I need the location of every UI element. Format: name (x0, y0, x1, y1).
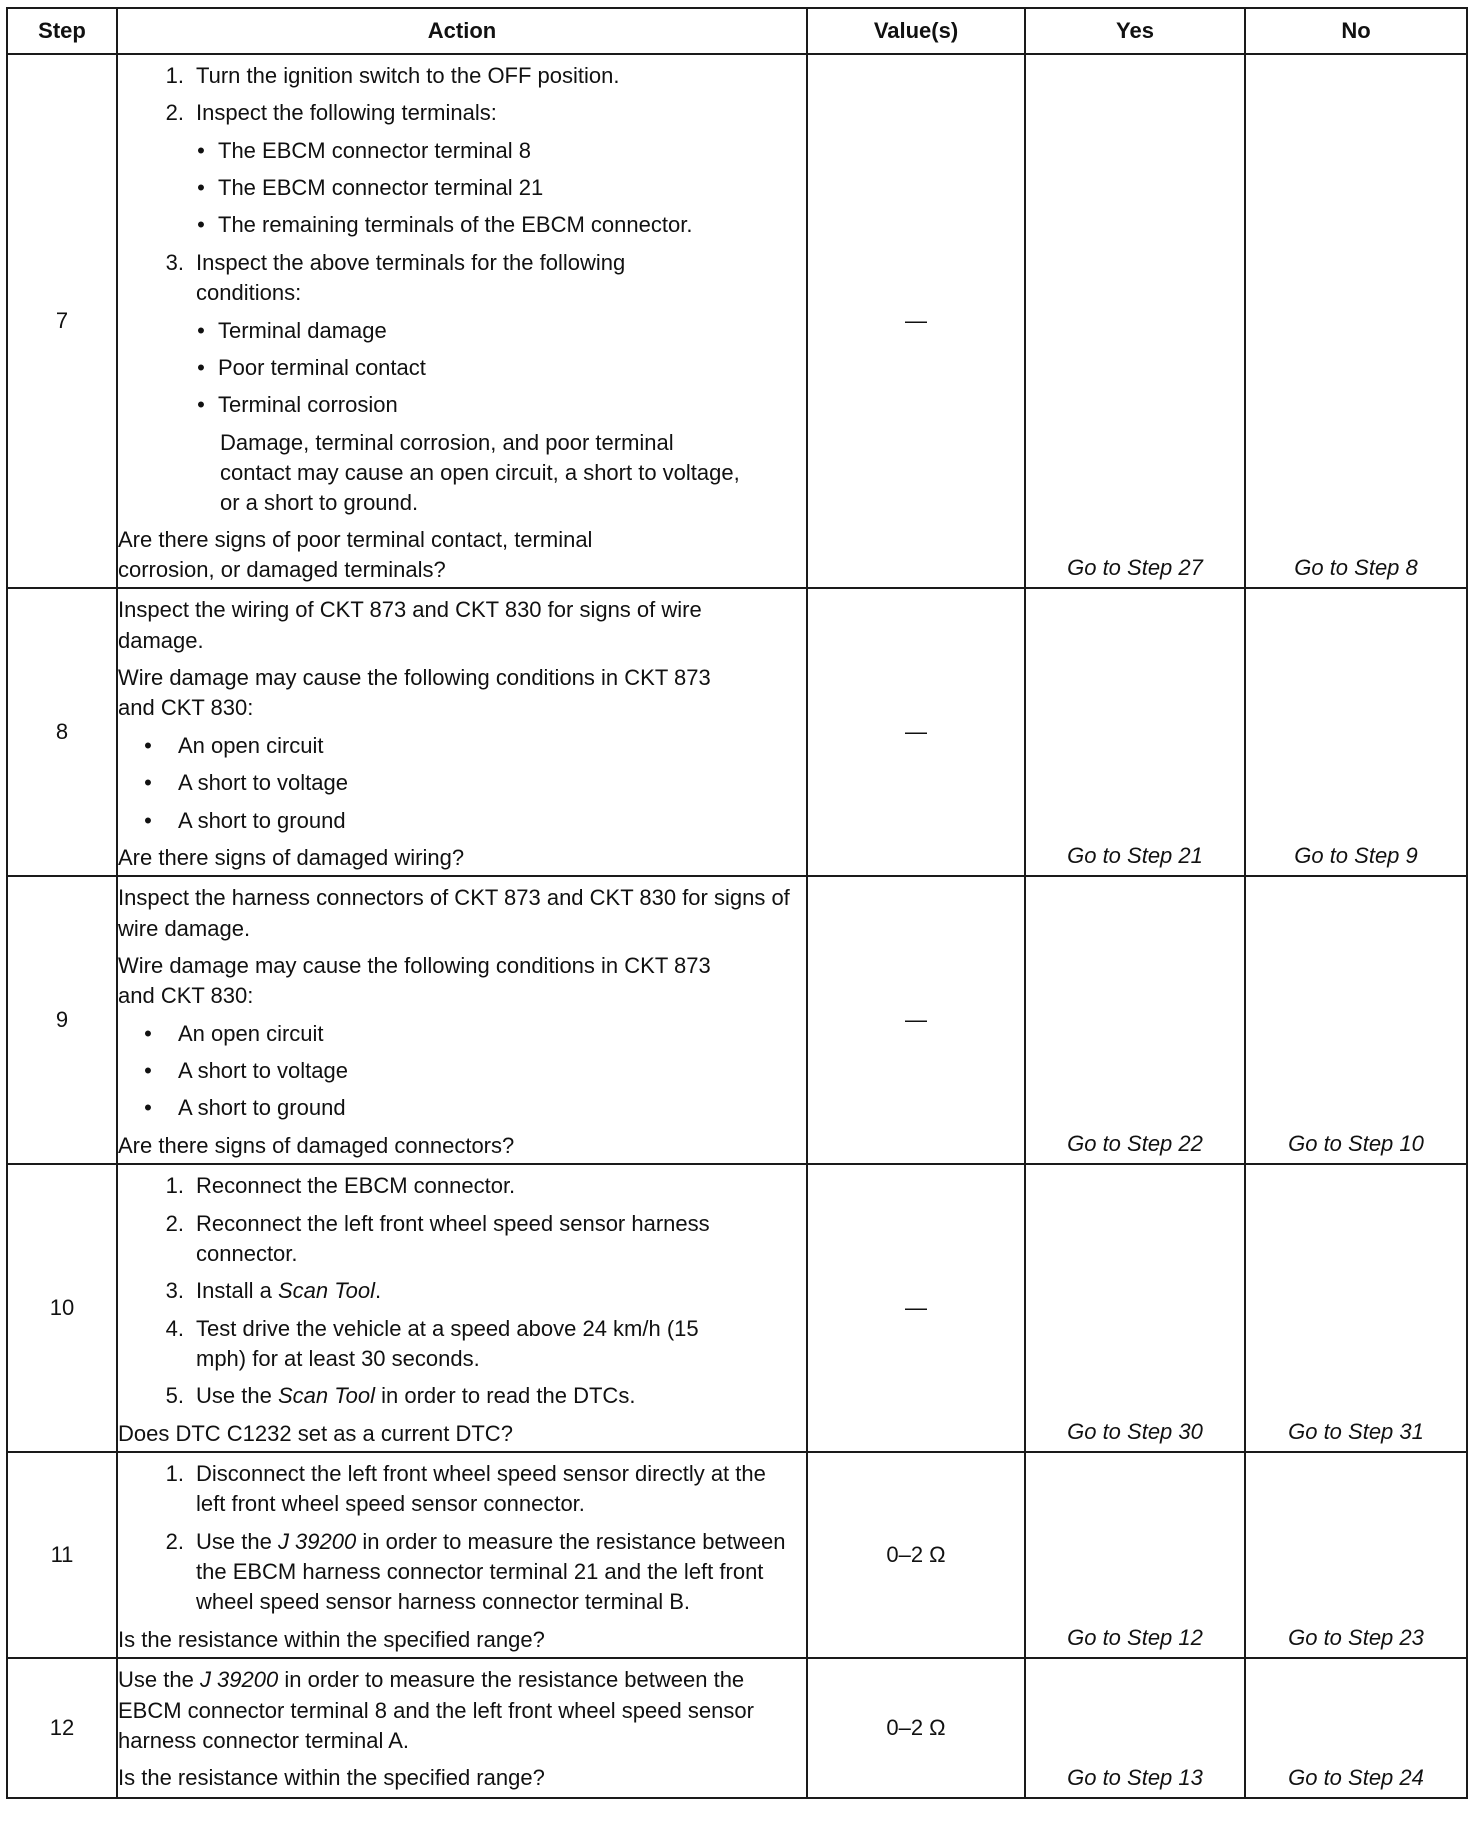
value-cell: 0–2 Ω (807, 1452, 1025, 1658)
list-item: Use the Scan Tool in order to read the DTCs. (196, 1383, 636, 1409)
header-row (7, 8, 1467, 54)
no-result: Go to Step 10 (1245, 876, 1467, 1164)
header-values: Value(s) (807, 8, 1025, 54)
header-no: No (1245, 8, 1467, 54)
list-item: An open circuit (178, 1020, 324, 1046)
question-text: Is the resistance within the specified range? (118, 1765, 545, 1791)
list-item: Disconnect the left front wheel speed sensor directly at the left front wheel speed sensor connector. (196, 1461, 766, 1517)
yes-result: Go to Step 21 (1025, 588, 1245, 876)
list-item: Reconnect the EBCM connector. (196, 1173, 516, 1199)
header-yes: Yes (1025, 8, 1245, 54)
action-cell: Inspect the harness connectors of CKT 873 and CKT 830 for signs of wire damage. Wire damage may cause the following conditions in CKT 873 and CKT 830: • An open circuit • A short to voltage • A short to ground Are there signs of damaged connectors? (117, 876, 807, 1164)
question-text: Is the resistance within the specified range? (118, 1626, 545, 1652)
list-item: Use the J 39200 in order to measure the resistance between the EBCM harness connector terminal 21 and the left front wheel speed sensor harness connector terminal B. (196, 1528, 786, 1615)
no-result: Go to Step 8 (1245, 54, 1467, 588)
table-row (7, 1452, 1467, 1658)
intro-text: Use the J 39200 in order to measure the resistance between the EBCM connector terminal 8 and the left front wheel speed sensor harness connector terminal A. (118, 1667, 754, 1753)
question-text: Does DTC C1232 set as a current DTC? (118, 1420, 513, 1446)
list-item: The EBCM connector terminal 8 (218, 137, 532, 163)
step-number: 9 (7, 876, 117, 1164)
list-item: Turn the ignition switch to the OFF position. (196, 63, 620, 88)
no-result: Go to Step 24 (1245, 1658, 1467, 1798)
yes-result: Go to Step 22 (1025, 876, 1245, 1164)
no-result: Go to Step 9 (1245, 588, 1467, 876)
table-row (7, 876, 1467, 1164)
action-cell: 1. Reconnect the EBCM connector. 2. Reconnect the left front wheel speed sensor harness connector. 3. Install a Scan Tool. 4. Test drive the vehicle at a speed above 24 km/h (15 mph) for at least 30 seconds. 5. Use the Scan Tool in order to read the DTCs. Does DTC C1232 set as a current DTC? (117, 1164, 807, 1452)
value-cell: — (807, 54, 1025, 588)
tool-name: Scan Tool (277, 1278, 375, 1304)
list-item: Poor terminal contact (218, 354, 426, 380)
intro-text: Inspect the wiring of CKT 873 and CKT 830 for signs of wire damage. (118, 597, 702, 653)
diagnostic-table (6, 7, 1468, 1799)
action-cell (117, 1658, 807, 1798)
list-item: Terminal damage (218, 317, 387, 343)
header-step: Step (7, 8, 117, 54)
list-item: An open circuit (178, 732, 324, 758)
header-action: Action (117, 8, 807, 54)
table-row (7, 54, 1467, 588)
intro-text: Wire damage may cause the following conditions in CKT 873 and CKT 830: (118, 665, 711, 721)
tool-name: J 39200 (199, 1667, 279, 1693)
action-cell: 1. Disconnect the left front wheel speed sensor directly at the left front wheel speed sensor connector. 2. Use the J 39200 in order to measure the resistance between the EBCM harness connector terminal 21 and the left front wheel speed sensor harness connector terminal B. Is the resistance within the specified range? (117, 1452, 807, 1658)
yes-result: Go to Step 12 (1025, 1452, 1245, 1658)
value-cell: — (807, 876, 1025, 1164)
tool-name: Scan Tool (277, 1383, 375, 1409)
value-cell: — (807, 588, 1025, 876)
table-row (7, 1164, 1467, 1452)
list-item: Install a Scan Tool. (196, 1278, 382, 1304)
list-item: The EBCM connector terminal 21 (218, 175, 544, 201)
list-item: A short to voltage (178, 770, 348, 796)
list-item: A short to ground (178, 807, 346, 833)
list-item: Inspect the following terminals: (196, 100, 497, 126)
table-row (7, 1658, 1467, 1798)
table-row (7, 588, 1467, 876)
action-cell: Inspect the wiring of CKT 873 and CKT 830 for signs of wire damage. Wire damage may cause the following conditions in CKT 873 and CKT 830: • An open circuit • A short to voltage • A short to ground Are there signs of damaged wiring? (117, 588, 807, 876)
question-text: Are there signs of damaged wiring? (118, 844, 465, 870)
question-text: Are there signs of damaged connectors? (118, 1132, 515, 1158)
no-result: Go to Step 23 (1245, 1452, 1467, 1658)
list-item: A short to voltage (178, 1058, 348, 1084)
list-item: A short to ground (178, 1095, 346, 1121)
list-item: Terminal corrosion (218, 392, 398, 418)
value-cell: — (807, 1164, 1025, 1452)
yes-result: Go to Step 13 (1025, 1658, 1245, 1798)
intro-text: Inspect the harness connectors of CKT 873 and CKT 830 for signs of wire damage. (118, 885, 790, 941)
no-result: Go to Step 31 (1245, 1164, 1467, 1452)
list-item: The remaining terminals of the EBCM connector. (218, 212, 693, 238)
step-number: 7 (7, 54, 117, 588)
yes-result: Go to Step 27 (1025, 54, 1245, 588)
action-cell: 1. Turn the ignition switch to the OFF position. 2. Inspect the following terminals: • The EBCM connector terminal 8 • The EBCM connector terminal 21 • The remaining terminals of the EBCM connector. 3. Inspect the above terminals for the following conditions: • Terminal damage • Poor terminal contact • Terminal corrosion Damage, terminal corrosion, and poor terminal contact may cause an open circuit, a short to voltage, or a short to ground. Are there signs of poor terminal contact, terminal corrosion, or damaged terminals? (117, 54, 807, 588)
tool-name: J 39200 (277, 1528, 357, 1554)
step-number: 12 (7, 1658, 117, 1798)
yes-result: Go to Step 30 (1025, 1164, 1245, 1452)
note-text: Damage, terminal corrosion, and poor terminal contact may cause an open circuit, a short to voltage, or a short to ground. (220, 429, 740, 516)
step-number: 10 (7, 1164, 117, 1452)
step-number: 11 (7, 1452, 117, 1658)
list-item: Reconnect the left front wheel speed sensor harness connector. (196, 1210, 710, 1266)
question-text: Are there signs of poor terminal contact, terminal corrosion, or damaged terminals? (118, 526, 593, 583)
intro-text: Wire damage may cause the following conditions in CKT 873 and CKT 830: (118, 952, 711, 1009)
value-cell: 0–2 Ω (807, 1658, 1025, 1798)
list-item: Inspect the above terminals for the following conditions: (196, 249, 626, 306)
step-number: 8 (7, 588, 117, 876)
list-item: Test drive the vehicle at a speed above 24 km/h (15 mph) for at least 30 seconds. (196, 1315, 699, 1371)
